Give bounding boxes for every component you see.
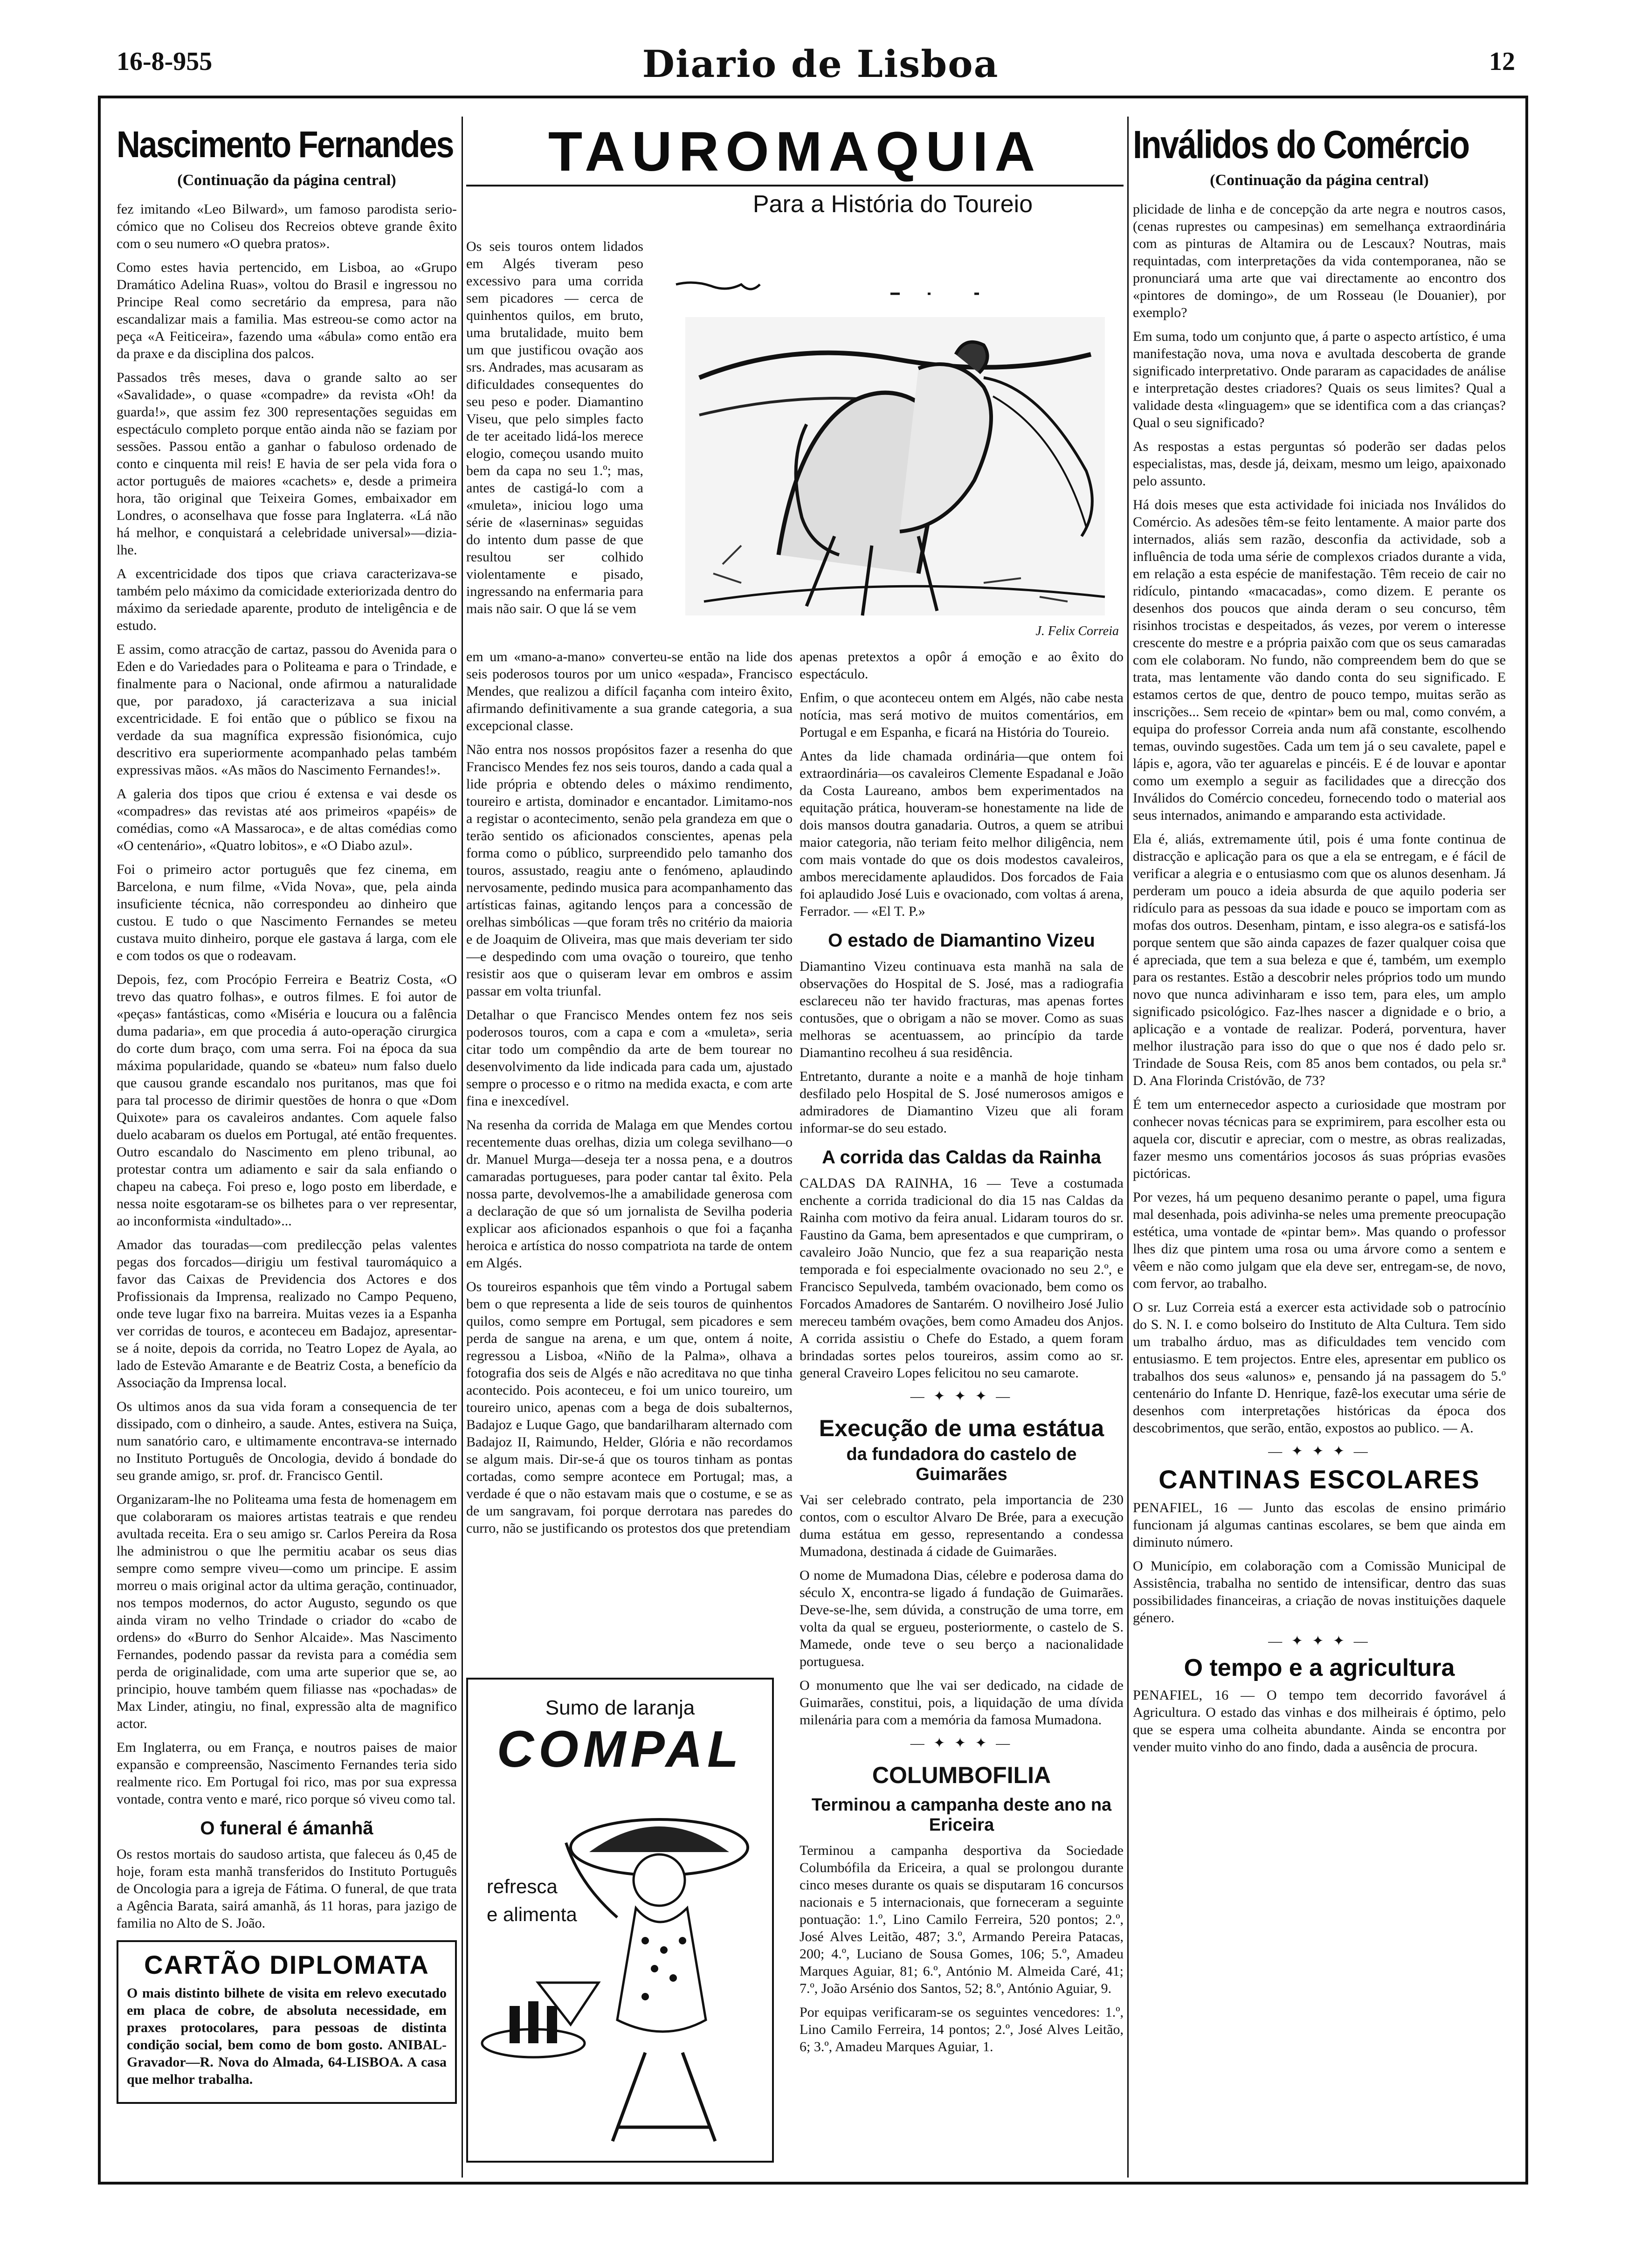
ad-slogan-alimenta: e alimenta [487, 1903, 577, 1925]
paragraph: E assim, como atracção de cartaz, passou do Avenida para o Eden e do Variedades para o Politeama e para o Trindade, e finalmente para o Nacional, onde afirmou a naturalidade que, por paradoxo, já caracterizava a sua inicial excentricidade. E foi então que o público se fixou na verdade da sua magnífica expressão fisionómica, cujo descritivo era superiormente acompanhado pelas também expressivas mãos. «As mãos do Nascimento Fernandes!». [117, 642, 457, 778]
section-divider: — ✦ ✦ ✦ — [1268, 1444, 1371, 1459]
column-rule [1127, 117, 1129, 2178]
paragraph: Terminou a campanha desportiva da Sociedade Columbófila da Ericeira, a qual se prolongou durante cinco meses durante os quais se disputaram 16 concursos nacionais e 5 internacionais, que forneceram a seguinte pontuação: 1.º, Lino Camilo Ferreira, 520 pontos; 2.º, José Alves Leitão, 487; 3.º, Armando Pereira Patacas, 200; 4.º, Luciano de Sousa Gomes, 106; 5.º, Amadeu Marques Aguiar, 81; 6.º, António M. Almeida Caré, 41; 7.º, João Arsénio dos Santos, 52; 8.º, António Aguiar, 9. [800, 1843, 1124, 1996]
paragraph: Os toureiros espanhois que têm vindo a Portugal sabem bem o que representa a lide de seis touros de quinhentos quilos, como sempre em Portugal, sem picadores e sem perda de sangue na arena, e um que, ontem á noite, regressou a Lisboa, «Niño de la Palma», olhava a fotografia dos seis de Algés e não acreditava no que tinha acontecido. Pois aconteceu, e foi um unico toureiro, um toureiro unico, apenas com a bega de dois subalternos, Badajoz e Luque Gago, que bandarilharam alternado com Badajoz II, Raimundo, Helder, Glória e não recordamos se algum mais. Dir-se-á que os touros tinham as pontas cortadas, como sempre acontece em Portugal; mas, a verdade é que o não estavam mais que o costume, e se as de um sangravam, foi porque derrotara nas paredes do curro, não se justificando os protestos dos que pretendiam [466, 1279, 793, 1536]
ad-kicker: Sumo de laranja [545, 1696, 695, 1719]
paragraph: Foi o primeiro actor português que fez cinema, em Barcelona, e num filme, «Vida Nova», que, pela ainda insuficiente técnica, não correspondeu ao dinheiro que custou. E tudo o que Nascimento Fernandes se meteu custava muito dinheiro, porque ele gastava á larga, com ele e com todos os que o rodeavam. [117, 862, 457, 963]
paragraph: Por vezes, há um pequeno desanimo perante o papel, uma figura mal desenhada, pois adivinha-se neles uma premente preocupação estética, uma vontade de «pintar bem». Mas quando o professor lhes diz que pintem uma rosa ou uma árvore como a sentem e vêem e não como julgam que ela deve ser, entregam-se, de novo, com fervor, ao trabalho. [1133, 1189, 1506, 1291]
subhead-estatua: da fundadora do castelo de Guimarães [846, 1445, 1077, 1484]
subhead-funeral: O funeral é ámanhã [200, 1818, 373, 1839]
ad-compal [466, 1678, 774, 2163]
masthead [117, 42, 1515, 93]
page-number: 12 [1489, 47, 1515, 76]
side-text-column [466, 238, 643, 624]
ad-brand: COMPAL [496, 1721, 744, 1778]
headline-tauromaquia: TAUROMAQUIA [548, 121, 1042, 183]
paragraph: Entretanto, durante a noite e a manhã de hoje tinham desfilado pelo Hospital de S. José numerosos amigos e admiradores de Diamantino Vizeu que ali foram informar-se do seu estado. [800, 1069, 1124, 1136]
headline-columbofilia: COLUMBOFILIA [872, 1762, 1051, 1788]
ad-text: O mais distinto bilhete de visita em relevo executado em placa de cobre, de absoluta necessidade, em praxes protocolares, para pessoas de distinta condição social, bem como de bom gosto. ANIBAL-Gravador—R. Nova do Almada, 64-LISBOA. A casa que melhor trabalha. [127, 1985, 447, 2087]
paragraph: Ela é, aliás, extremamente útil, pois é uma fonte continua de distracção e aplicação para os que a ela se entregam, e é fácil de verificar a alegria e o entusiasmo com que os alunos desenham. Já perderam um pouco a ideia absurda de que aquilo poderia ser ridículo para as pessoas da sua idade e pouco se importam com as mofas dos outros. Desenham, pintam, e isso alegra-os e satisfá-los porque sentem que são ainda capazes de fazer qualquer coisa que é apreciada, que tem a sua beleza e que é, também, um exemplo para os restantes. Estão a descobrir neles próprios todo um mundo novo que nunca adivinharam e isso tem, para eles, um amplo significado psicológico. Faz-lhes nascer a dignidade e o brio, a aplicação e a vontade de realizar. Poderá, porventura, haver melhor ilustração para isso do que o que nos é dado pelo sr. Trindade de Sousa Reis, com 85 anos bem contados, ou pela sr.ª D. Ana Florinda Cristóvão, de 73? [1133, 831, 1506, 1088]
paragraph: PENAFIEL, 16 — O tempo tem decorrido favorável á Agricultura. O estado das vinhas e dos milheirais é óptimo, pelo que se espera uma colheita abundante. Ainda se encontra por vender muito vinho do ano findo, dada a ausência de procura. [1133, 1687, 1506, 1755]
paragraph: Não entra nos nossos propósitos fazer a resenha do que Francisco Mendes fez nos seis touros, dando a cada qual a lide própria e obtendo deles o máximo rendimento, toureiro e artista, dominador e encantador. Limitamo-nos a registar o acontecimento, senão pela grandeza em que o terão sentido os aficionados conscientes, apenas pela forma como o público, surpreendido pelo tamanho dos touros, assustado, reagiu ante o fenómeno, aplaudindo nervosamente, pedindo musica para acompanhamento das artísticas fainas, agitando lenços para a concessão de orelhas simbólicas —que foram três no critério da maioria e de Joaquim de Oliveira, mas que mais deveriam ter sido—e despedindo com uma ovação o toureiro, que tenho resistir aos que o quiseram levar em ombros e assim passar em volta triunfal. [466, 742, 793, 999]
column-invalidos [1133, 121, 1506, 2173]
paragraph: Os ultimos anos da sua vida foram a consequencia de ter dissipado, com o dinheiro, a saude. Antes, estivera na Suiça, num sanatório caro, e ultimamente encontrava-se internado no Instituto Português de Oncologia, devido á bondade do seu grande amigo, sr. prof. dr. Francisco Gentil. [117, 1399, 457, 1483]
tauromaquia-rule [466, 185, 1124, 187]
subhead-diamantino: O estado de Diamantino Vizeu [828, 930, 1095, 951]
subhead-caldas: A corrida das Caldas da Rainha [822, 1147, 1101, 1168]
paragraph: A galeria dos tipos que criou é extensa e vai desde os «compadres» das revistas até aos primeiros «papéis» de comédias, como «A Massaroca», e de altas comédias como «O centenário», «Quatro lobitos», e «O Diabo azul». [117, 786, 457, 853]
headline-nascimento-fernandes: Nascimento Fernandes [117, 124, 453, 165]
paragraph: O monumento que lhe vai ser dedicado, na cidade de Guimarães, constitui, pois, a liquidação de uma dívida milenária para com a memória da famosa Mumadona. [800, 1678, 1124, 1728]
paragraph: fez imitando «Leo Bilward», um famoso parodista serio-cómico que no Coliseu dos Recreios obteve grande êxito com o seu numero «O quebra pratos». [117, 201, 457, 251]
newspaper-title: Diario de Lisboa [642, 42, 999, 86]
paragraph: Como estes havia pertencido, em Lisboa, ao «Grupo Dramático Adelina Ruas», voltou do Brasil e ingressou no Principe Real como secretário da empresa, para não escandalizar mais a familia. Mas estreou-se como actor na peça «A Feiticeira», fazendo uma «ábula» como então era da praxe e da disciplina dos palcos. [117, 260, 457, 361]
paragraph: As respostas a estas perguntas só poderão ser dadas pelos especialistas, mas, desde já, deixam, mesmo um leigo, apaixonado pelo assunto. [1133, 439, 1506, 489]
paragraph: Na resenha da corrida de Malaga em que Mendes cortou recentemente duas orelhas, dizia um colega sevilhano—o dr. Manuel Murga—deseja ter a nossa pena, e a doutros camaradas portugueses, para poder cantar tal êxito. Pela nossa parte, devolvemos-lhe a amabilidade generosa com a declaração de que só um jornalista de Sevilha poderia explicar aos aficionados espanhois o que foi a façanha heroica e artística do nosso compatriota na tarde de ontem em Algés. [466, 1117, 793, 1271]
column-rule [462, 117, 463, 2178]
subhead-columbofilia: Terminou a campanha deste ano na Ericeira [811, 1795, 1112, 1835]
paragraph: Vai ser celebrado contrato, pela importancia de 230 contos, com o escultor Alvaro De Brée, para a execução duma estátua em gesso, representando a condessa Mumadona, destinada á cidade de Guimarães. [800, 1492, 1124, 1559]
paragraph: Enfim, o que aconteceu ontem em Algés, não cabe nesta notícia, mas será motivo de muitos comentários, em Portugal e em Espanha, e ficará na História do Toureio. [800, 690, 1124, 740]
bullfight-sketch [657, 275, 1124, 639]
sketch-signature: J. Felix Correia [1035, 624, 1119, 638]
ad-cartao-diplomata [117, 1940, 457, 2104]
paragraph: Amador das touradas—com predilecção pelas valentes pegas dos forcados—dirigiu um festival tauromáquico a favor das Caixas de Previdencia dos Actores e dos Profissionais da Imprensa, realizado no Campo Pequeno, onde teve lugar fixo na barreira. Muitas vezes ia a Espanha ver corridas de touros, e aconteceu em Badajoz, apresentar-se á noite, depois da corrida, no Teatro Lopez de Ayala, ao lado de Estevão Amarante e de Beatriz Costa, a benefício da Associação da Imprensa local. [117, 1237, 457, 1390]
paragraph: PENAFIEL, 16 — Junto das escolas de ensino primário funcionam já algumas cantinas escolares, se bem que ainda em diminuto número. [1133, 1500, 1506, 1550]
paragraph: Organizaram-lhe no Politeama uma festa de homenagem em que colaboraram os maiores artistas teatrais e que rendeu avultada receita. Era o seu amigo sr. Carlos Pereira da Rosa lhe administrou o que lhe permitiu acabar os seus dias sempre como sempre viveu—como um principe. E assim morreu o mais original actor da ultima geração, continuador, nos tempos modernos, do actor Augusto, segundo os que ainda viram no velho Trindade o criador do «cabo de ordens» do «Burro do Senhor Alcaide». Mas Nascimento Fernandes, podendo passar da revista para a comédia sem perda de originalidade, com uma arte superior que se, ao principio, houve também quem filiasse nas «pochadas» de Max Linder, atingiu, no final, expressão alta de magnifico actor. [117, 1492, 457, 1731]
paragraph: O sr. Luz Correia está a exercer esta actividade sob o patrocínio do S. N. I. e como bolseiro do Instituto de Alta Cultura. Tem sido um trabalho árduo, mas as dificuldades tem vencido com entusiasmo. E tem projectos. Entre eles, apresentar em publico os trabalhos dos seus «alunos» e, pensando já na passagem do 5.º centenário do Infante D. Henrique, fazê-los executar uma série de desenhos com interpretações históricas da época dos descobrimentos, que serão, então, expostos ao publico. — A. [1133, 1300, 1506, 1436]
paragraph: em um «mano-a-mano» converteu-se então na lide dos seis poderosos touros por um unico «espada», Francisco Mendes, que realizou a difícil façanha com inteiro êxito, afirmando definitivamente a sua grande categoria, a sua excepcional classe. [466, 649, 793, 733]
paragraph: plicidade de linha e de concepção da arte negra e noutros casos, (cenas ruprestes ou campesinas) em semelhança extraordinária com as pinturas de Altamira ou de Lescaux? Noutras, mais requintadas, com interpretações da vida contemporanea, não se pronunciará uma arte que vai directamente ao encontro dos «pintores de domingo», de um Rosseau (le Douanier), por exemplo? [1133, 201, 1506, 320]
issue-date: 16-8-955 [117, 47, 213, 76]
paragraph: Antes da lide chamada ordinária—que ontem foi extraordinária—os cavaleiros Clemente Espadanal e João da Costa Laureano, ambos bem experimentados na equitação prática, houveram-se honestamente na lide de dois mansos doutra ganadaria. Outros, a quem se atribui maior categoria, não teriam feito melhor diligência, nem com mais vontade do que os dois modestos cavaleiros, ambos merecidamente aplaudidos. Dos forcados de Faia foi aplaudido José Luis e ovacionado, com voltas á arena, Ferrador. — «El T. P.» [800, 748, 1124, 919]
paragraph: O nome de Mumadona Dias, célebre e poderosa dama do século X, encontra-se ligado á fundação de Guimarães. Deve-se-lhe, sem dúvida, a construção de uma torre, em volta da qual se ergueu, posteriormente, o castelo de S. Mamede, onde teve o seu berço a nacionalidade portuguesa. [800, 1568, 1124, 1669]
article-body [117, 201, 457, 1808]
paragraph: Detalhar o que Francisco Mendes ontem fez nos seis poderosos touros, com a capa e com a «muleta», seria citar todo um compêndio da arte de bem tourear no desenvolvimento da lide indicada para cada um, ajustado sempre o processo e o ritmo na medida exacta, e com arte fina e inexcedível. [466, 1007, 793, 1109]
paragraph: O Município, em colaboração com a Comissão Municipal de Assistência, trabalha no sentido de intensificar, dentro das suas possibilidades financeiras, a criação de novas instituições daquele género. [1133, 1558, 1506, 1625]
headline-invalidos: Inválidos do Comércio [1133, 123, 1469, 166]
headline-tempo-agricultura: O tempo e a agricultura [1184, 1654, 1455, 1681]
section-divider: — ✦ ✦ ✦ — [1268, 1633, 1371, 1649]
column-news [800, 648, 1124, 2164]
continuation-note: (Continuação da página central) [1210, 172, 1429, 189]
paragraph: apenas pretextos a opôr á emoção e ao êxito do espectáculo. [800, 649, 1124, 682]
paragraph: Depois, fez, com Procópio Ferreira e Beatriz Costa, «O trevo das quatro folhas», e outros filmes. E foi autor de «peças» fantásticas, como «Miséria e loucura ou a falência duma padaria», em que procedia á auto-operação cirurgica do corte dum braço, com uma serra. Foi na época da sua máxima popularidade, quando se «bateu» num falso duelo que causou grande escandalo nos puritanos, mas que foi para tal processo de dirimir questões de honra o que «Dom Quixote» para os cavaleiros andantes. Com aquele falso duelo acabaram os duelos em Portugal, até então frequentes. Outro escandalo do Nascimento em pleno tribunal, ao protestar contra um adiamento e sair da sala enfiando o chapeu na cabeça. Foi preso e, logo posto em liberdade, e nessa noite esgotaram-se os bilhetes para o ver representar, ao inconformista «indultado»... [117, 972, 457, 1229]
paragraph: Em Inglaterra, ou em França, e noutros paises de maior expansão e compreensão, Nascimento Fernandes teria sido realmente rico. Em Portugal foi rico, mas por sua expressa vontade, contra vento e maré, rico porque só viveu como tal. [117, 1740, 457, 1807]
headline-estatua: Execução de uma estátua [819, 1415, 1104, 1441]
subtitle: Para a História do Toureio [752, 191, 1033, 218]
headline-cantinas: CANTINAS ESCOLARES [1158, 1465, 1480, 1494]
paragraph: Em suma, todo um conjunto que, á parte o aspecto artístico, é uma manifestação nova, uma nova e avultada descoberta de grande significado interpretativo. Onde pararam as capacidades de análise e interpretação destes criadores? Quais os seus limites? Qual a validade desta «linguagem» que se identifica com a das crianças? Qual o seu significado? [1133, 329, 1506, 430]
ad-slogan-refresca: refresca [487, 1875, 558, 1897]
ad-illustration [477, 1801, 766, 2155]
continuation-note: (Continuação da página central) [177, 172, 396, 189]
paragraph: Diamantino Vizeu continuava esta manhã na sala de observações do Hospital de S. José, mas a radiografia esclareceu não ter havido fracturas, mas apenas fortes contusões, que o obrigam a não se mover. Como as suas melhoras se acentuassem, ao princípio da tarde Diamantino recolheu á sua residência. [800, 959, 1124, 1060]
paragraph: Os seis touros ontem lidados em Algés tiveram peso excessivo para uma corrida sem picadores — cerca de quinhentos quilos, em bruto, uma brutalidade, muito bem um que justificou ovação aos srs. Andrades, mas acusaram as dificuldades consequentes do seu peso e poder. Diamantino Viseu, que pelo simples facto de ter aceitado lidá-los merece elogio, começou usando muito bem da capa no seu 1.º; mas, antes de castigá-lo com a «muleta», iniciou logo uma série de «laserninas» seguidas do intento dum passe de que resultou ser colhido violentamente e pisado, ingressando na enfermaria para mais não sair. O que lá se vem [466, 239, 643, 616]
paragraph: A excentricidade dos tipos que criava caracterizava-se também pelo máximo da comicidade exteriorizada dentro do máximo da seriedade aparente, produto de inteligência e de estudo. [117, 566, 457, 633]
funeral-text: Os restos mortais do saudoso artista, que faleceu ás 0,45 de hoje, foram esta manhã transferidos do Instituto Português de Oncologia para a igreja de Fátima. O funeral, de que trata a Agência Barata, sairá amanhã, ás 11 horas, para jazigo de familia no Alto de S. João. [117, 1846, 457, 1931]
ad-title: CARTÃO DIPLOMATA [144, 1950, 429, 1979]
paragraph: Por equipas verificaram-se os seguintes vencedores: 1.º, Lino Camilo Ferreira, 14 pontos; 2.º, José Alves Leitão, 6; 3.º, Amadeu Marques Aguiar, 1. [800, 2005, 1124, 2054]
section-divider: — ✦ ✦ ✦ — [910, 1736, 1013, 1751]
paragraph: Há dois meses que esta actividade foi iniciada nos Inválidos do Comércio. As adesões têm-se feito lentamente. A maior parte dos internados, aliás sem razão, desconfia da actividade, sob a influência de toda uma série de complexos criados durante a vida, em relação a esta espécie de manifestação. Têm receio de cair no ridículo, pintando «macacadas», como dizem. E perante os desenhos dos poucos que ainda deram o seu concurso, têm risinhos trocistas e despeitados, ás vezes, por verem o interesse crescente do mestre e a própria paixão com que os seus camaradas com ele colaboram. No fundo, não compreendem bem do que se trata, mas lentamente vão dando conta do seu significado. E estamos certos de que, dentro de pouco tempo, muitas serão as inscrições... Sem receio de «pintar» bem ou mal, como convém, a equipa do professor Correia anda num afã constante, escolhendo temas, ouvindo sugestões. Cada um tem já o seu cavalete, papel e lápis e, agora, vão ter aguarelas e pincéis. E é de louvar e apontar como um exemplo a seguir as facilidades que a direcção dos Inválidos do Comércio concedeu, fornecendo todo o material aos seus internados, animando e amparando esta actividade. [1133, 497, 1506, 823]
section-divider: — ✦ ✦ ✦ — [910, 1389, 1013, 1404]
column-nascimento-fernandes [117, 121, 457, 2173]
paragraph: CALDAS DA RAINHA, 16 — Teve a costumada enchente a corrida tradicional do dia 15 nas Caldas da Rainha com motivo da feira anual. Lidaram touros do sr. Faustino da Gama, bem apresentados e que cumpriram, o cavaleiro João Nuncio, que fez a sua reaparição nesta temporada e foi especialmente ovacionado no seu 2.º, e Francisco Sepulveda, também ovacionado, bem como os Forcados Amadores de Santarém. O novilheiro José Julio mereceu também ovações, bem como Amadeu dos Anjos. A corrida assistiu o Chefe do Estado, a quem foram brindadas sortes pelos toureiros, assim como ao sr. general Craveiro Lopes felicitou no seu camarote. [800, 1175, 1124, 1381]
paragraph: Passados três meses, dava o grande salto ao ser «Savalidade», o quase «compadre» da revista «Oh! da guarda!», que assim fez 300 representações seguidas em espectáculo completo porque então ainda não se faziam por sessões. Passou então a ganhar o fabuloso ordenado de conto e cinquenta mil reis! E havia de ser pela vida fora o actor português de maiores «cachets» e, desde a primeira hora, tão original que Teixeira Gomes, embaixador em Londres, o aconselhava que fosse para Inglaterra. «Lá não há melhor, e conquistará a celebridade universal»—dizia-lhe. [117, 370, 457, 558]
paragraph: É tem um enternecedor aspecto a curiosidade que mostram por conhecer novas técnicas para se exprimirem, para escolher esta ou aquela cor, discutir e apreciar, com o mestre, as obras realizadas, fazer mesmo uns comentários jocosos ás suas próprias evasões pictóricas. [1133, 1097, 1506, 1181]
article-body [466, 648, 793, 1543]
